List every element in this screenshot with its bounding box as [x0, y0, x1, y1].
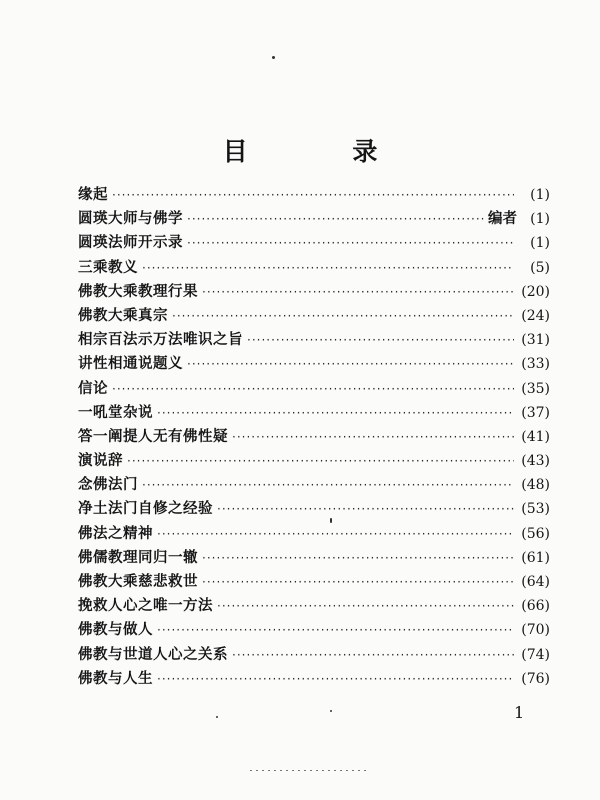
toc-entry-page: (35)	[521, 380, 550, 397]
dot-leader	[157, 618, 514, 642]
toc-entry-page: (61)	[521, 549, 550, 566]
toc-entry	[78, 643, 550, 667]
toc-entry-page: (5)	[530, 259, 550, 276]
toc-entry-title: 佛教大乘慈悲救世	[78, 574, 198, 590]
toc-entry-page: (53)	[521, 501, 550, 518]
scan-artifact-line	[250, 770, 370, 771]
dot-leader	[127, 449, 514, 473]
dot-leader	[202, 546, 514, 570]
dot-leader	[187, 352, 514, 376]
toc-entry-page: (1)	[530, 235, 550, 252]
toc-entry-page: (64)	[521, 574, 550, 590]
dot-leader	[187, 231, 514, 255]
toc-entry-title: 演说辞	[78, 453, 123, 470]
toc-entry-title: 挽救人心之唯一方法	[78, 598, 213, 615]
toc-entry	[78, 522, 550, 546]
toc-entry-title: 一吼堂杂说	[78, 404, 153, 421]
toc-entry-page: (41)	[521, 428, 550, 445]
dot-leader	[247, 328, 514, 352]
toc-entry-author: 编者	[488, 211, 517, 228]
toc-entry-title: 佛教大乘教理行果	[78, 283, 198, 300]
toc-entry	[78, 594, 550, 618]
toc-entry-page: (33)	[521, 356, 550, 373]
dot-leader	[172, 304, 514, 328]
dot-leader	[202, 570, 514, 594]
toc-entry-title: 佛法之精神	[78, 525, 153, 542]
toc-entry	[78, 256, 550, 280]
toc-entry-title: 圆瑛大师与佛学	[78, 211, 183, 228]
toc-entry	[78, 667, 550, 691]
dot-leader	[157, 667, 514, 691]
toc-entry-title: 信论	[78, 380, 108, 397]
toc-entry-page: (66)	[521, 598, 550, 615]
dot-leader	[157, 401, 514, 425]
toc-entry	[78, 183, 550, 207]
toc-entry	[78, 618, 550, 642]
toc-entry-page: (24)	[521, 307, 550, 324]
dot-leader	[142, 473, 514, 497]
toc-entry	[78, 473, 550, 497]
toc-entry-title: 念佛法门	[78, 477, 138, 494]
toc-entry	[78, 546, 550, 570]
page-number: 1	[514, 703, 525, 722]
dot-leader	[217, 497, 514, 521]
table-of-contents	[78, 183, 550, 691]
toc-entry-title: 缘起	[78, 187, 108, 203]
toc-entry-title: 佛教与做人	[78, 622, 153, 639]
dot-leader	[202, 280, 514, 304]
toc-entry-title: 答一阐提人无有佛性疑	[78, 428, 228, 445]
dot-leader	[217, 594, 514, 618]
toc-entry	[78, 449, 550, 473]
toc-entry	[78, 377, 550, 401]
dot-leader	[232, 425, 514, 449]
toc-entry-page: (20)	[521, 283, 550, 300]
toc-entry-title: 相宗百法示万法唯识之旨	[78, 332, 243, 349]
dot-leader	[187, 207, 484, 231]
toc-entry-page: (56)	[521, 525, 550, 542]
toc-entry-page: (76)	[521, 670, 550, 687]
toc-entry	[78, 304, 550, 328]
toc-entry-title: 佛教大乘真宗	[78, 307, 168, 324]
toc-entry	[78, 401, 550, 425]
dot-leader	[112, 377, 514, 401]
scan-speck	[272, 56, 275, 59]
toc-entry	[78, 280, 550, 304]
toc-entry-page: (37)	[521, 404, 550, 421]
toc-entry-title: 佛儒教理同归一辙	[78, 549, 198, 566]
toc-entry-page: (1)	[530, 211, 550, 228]
toc-entry	[78, 570, 550, 594]
toc-entry-title: 净土法门自修之经验	[78, 501, 213, 518]
toc-entry	[78, 352, 550, 376]
toc-entry-page: (70)	[521, 622, 550, 639]
toc-entry	[78, 328, 550, 352]
toc-entry	[78, 425, 550, 449]
toc-entry-page: (74)	[521, 646, 550, 663]
toc-entry-page: (31)	[521, 332, 550, 349]
toc-entry	[78, 231, 550, 255]
toc-entry-title: 讲性相通说题义	[78, 356, 183, 373]
toc-entry-title: 佛教与人生	[78, 670, 153, 687]
toc-entry-page: (48)	[521, 477, 550, 494]
scan-speck	[216, 716, 218, 718]
dot-leader	[232, 643, 514, 667]
toc-entry	[78, 497, 550, 521]
toc-entry	[78, 207, 550, 231]
toc-entry-page: (43)	[521, 453, 550, 470]
dot-leader	[142, 256, 514, 280]
toc-entry-title: 圆瑛法师开示录	[78, 235, 183, 252]
toc-entry-title: 佛教与世道人心之关系	[78, 646, 228, 663]
page-title: 目 录	[222, 136, 426, 166]
toc-entry-title: 三乘教义	[78, 259, 138, 276]
dot-leader	[157, 522, 514, 546]
scan-speck	[330, 710, 332, 712]
toc-entry-page: (1)	[530, 187, 550, 203]
dot-leader	[112, 183, 514, 207]
